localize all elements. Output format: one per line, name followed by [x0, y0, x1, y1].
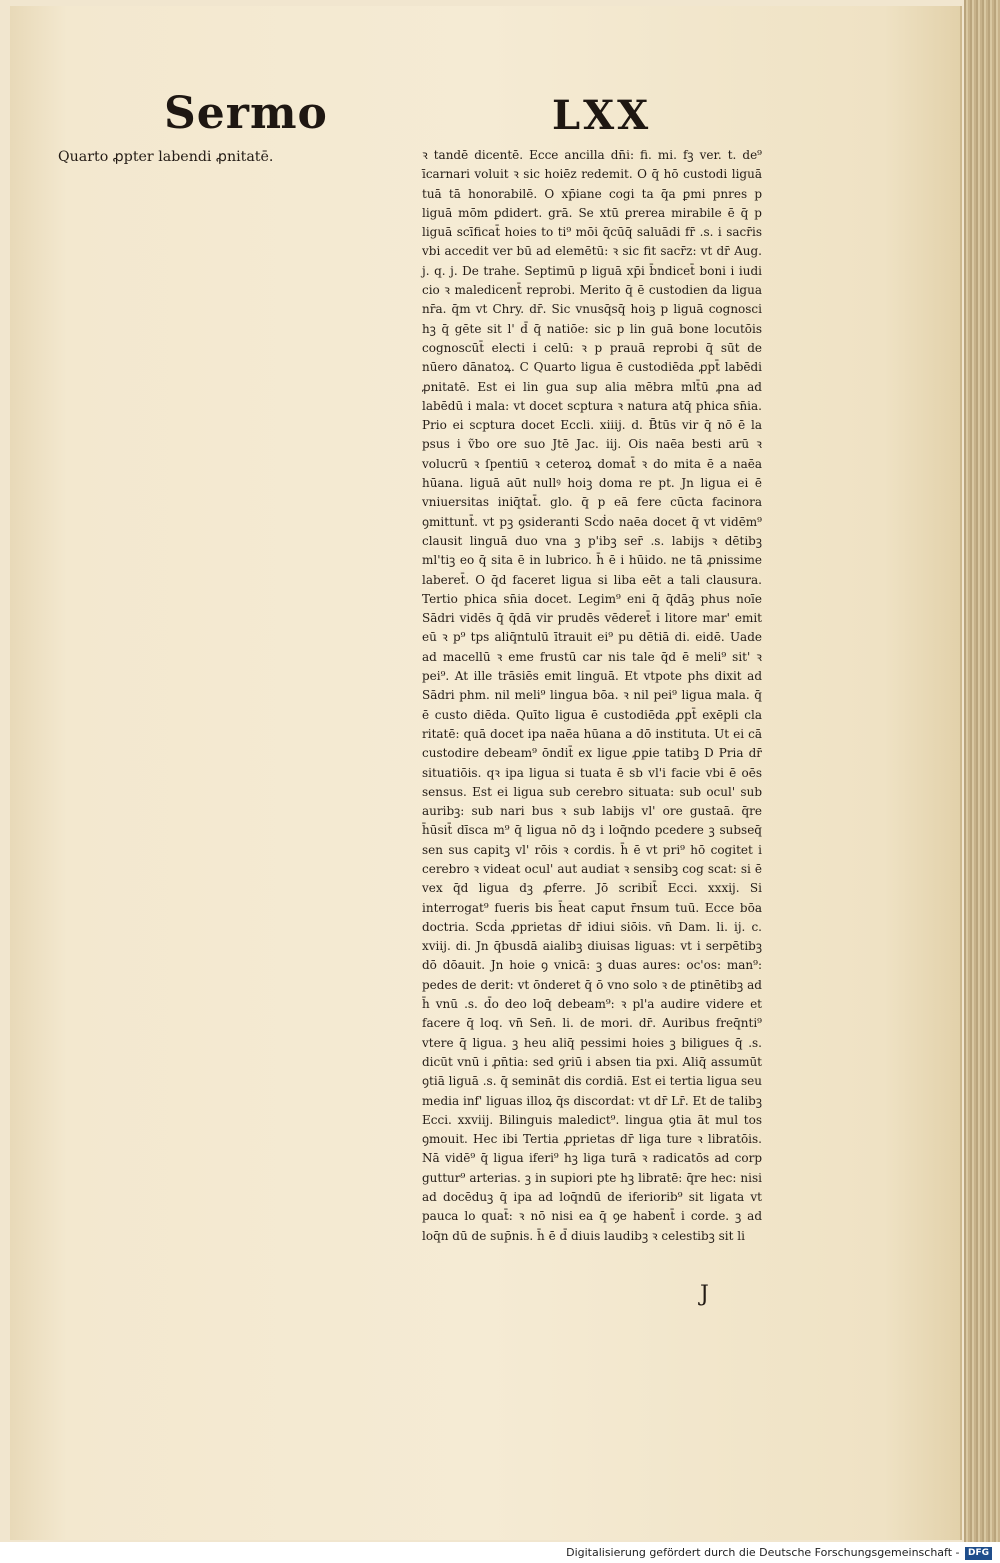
running-title: Sermo — [164, 88, 328, 139]
footer — [566, 1542, 992, 1563]
right-column — [422, 146, 762, 1246]
footer-text: Digitalisierung gefördert durch die Deutsche Forschungsgemeinschaft - — [566, 1546, 960, 1559]
dfg-logo: DFG — [965, 1547, 992, 1560]
folio-number: LXX — [552, 92, 652, 139]
left-text: Quarto ꝓpter labendi ꝓnitatē. — [58, 149, 274, 165]
left-column — [58, 146, 398, 169]
page-edge — [964, 0, 1000, 1542]
right-text: ꝛ tandē dicentē. Ecce ancilla dn̄i: fi. mi. fꝫ ver. t. de⁹ īcarnari voluit ꝛ sic hoiēz redemit. O q̄ hō custodi liguā tuā tā honorabilē. O xp̄iane cogi ta q̄a ꝑmi pnres p liguā mōm ꝑdidert. grā. Se xtū ꝑrerea mirabile ē q̄ p liguā scīficat̄ hoies to ti⁹ mōi q̄cūq̄ saluādi fr̄ .s. i sacr̄is vbi accedit ver bū ad elemētū: ꝛ sic fit sacr̄z: vt dr̄ Aug. j. q. j. De trahe. Septimū p liguā xp̄i b̄ndicet̄ boni i iudi cio ꝛ maledicent̄ reprobi. Merito q̄ ē custodien da ligua nr̄a. q̄m vt Chry. dr̄. Sic vnusq̄sq̄ hoiꝫ p liguā cognosci hꝫ q̄ gēte sit l' d̄ q̄ natiōe: sic p lin guā bone locutōis cognoscūt̄ electi i celū: ꝛ p prauā reprobi q̄ sūt de nūero dānatoꝝ. C Quarto ligua ē custodiēda ꝓpt̄ labēdi ꝓnitatē. Est ei lin gua sup alia mēbra mlt̄ū ꝓna ad labēdū i mala: vt docet scptura ꝛ natura atq̄ phica sn̄ia. Prio ei scptura docet Eccli. xiiij. d. B̄tūs vir q̄ nō ē la psus i ṽbo ore suo Jtē Jac. iij. Ois naēa besti arū ꝛ volucrū ꝛ ſpentiū ꝛ ceteroꝝ domat̄ ꝛ do mita ē a naēa hūana. liguā aūt nullꝰ hoiꝫ doma re pt. Jn ligua ei ē vniuersitas iniq̄tat̄. glo. q̄ p eā fere cūcta facinora ꝯmittunt̄. vt pꝫ ꝯsideranti Scḋo naēa docet q̄ vt vidēm⁹ clausit linguā duo vna ꝫ p'ibꝫ ser̄ .s. labijs ꝛ dētibꝫ ml'tiꝫ eo q̄ sita ē in lubrico. h̄ ē i hūido. ne tā ꝓnissime laberet̄. O q̄d faceret ligua si liba eēt a tali clausura. Tertio phica sn̄ia docet. Legim⁹ eni q̄ q̄dāꝫ phus noīe Sādri vidēs q̄ q̄dā vir prudēs vēderet̄ i litore mar' emit eū ꝛ p⁹ tps aliq̄ntulū ītrauit ei⁹ pu dētiā di. eidē. Uade ad macellū ꝛ eme frustū car nis tale q̄d ē meli⁹ sit' ꝛ pei⁹. At ille trāsiēs emit linguā. Et vtpote phs dixit ad Sādri phm. nil meli⁹ lingua bōa. ꝛ nil pei⁹ ligua mala. q̄ ē custo diēda. Quīto ligua ē custodiēda ꝓpt̄ exēpli cla ritatē: quā docet ipa naēa hūana a dō instituta. Ut ei cā custodire debeam⁹ ōndit̄ ex ligue ꝓpie tatibꝫ D Pria dr̄ situatiōis. qꝛ ipa ligua si tuata ē sb vl'i facie vbi ē oēs sensus. Est ei ligua sub cerebro situata: sub ocul' sub auribꝫ: sub nari bus ꝛ sub labijs vl' ore gustaā. q̄re h̄ūsit̄ dīsca m⁹ q̄ ligua nō dꝫ i loq̄ndo pcedere ꝫ subseq̄ sen sus capitꝫ vl' rōis ꝛ cordis. h̄ ē vt pri⁹ hō cogitet i cerebro ꝛ videat ocul' aut audiat ꝛ sensibꝫ cog scat: si ē vex q̄d ligua dꝫ ꝓferre. Jō scribit̄ Ecci. xxxij. Si interrogat⁹ fueris bis h̄eat caput r̄nsum tuū. Ecce bōa doctria. Scḋa ꝓprietas dr̄ idiui siōis. vn̄ Dam. li. ij. c. xviij. di. Jn q̄busdā aialibꝫ diuisas liguas: vt i serpētibꝫ dō dōauit. Jn hoie ꝯ vnicā: ꝫ duas aures: oc'os: man⁹: pedes de derit: vt ōnderet q̄ ō vno solo ꝛ de ꝑtinētibꝫ ad h̄ vnū .s. d̄o deo loq̄ debeam⁹: ꝛ pl'a audire videre et facere q̄ loq. vn̄ Sen̄. li. de mori. dr̄. Auribus freq̄nti⁹ vtere q̄ ligua. ꝫ heu aliq̄ pessimi hoies ꝫ biligues q̄ .s. dicūt vnū i ꝓn̄tia: sed ꝯriū i absen tia pxi. Aliq̄ assumūt ꝯtiā liguā .s. q̄ semināt dis cordiā. Est ei tertia ligua seu media inf' liguas illoꝝ q̄s discordat: vt dr̄ Lr̄. Et de talibꝫ Ecci. xxviij. Bilinguis maledict⁹. lingua ꝯtia āt mul tos ꝯmouit. Hec ibi Tertia ꝓprietas dr̄ liga ture ꝛ libratōis. Nā vidē⁹ q̄ ligua iferi⁹ hꝫ liga turā ꝛ radicatōs ad corp guttur⁹ arterias. ꝫ in supiori pte hꝫ libratē: q̄re hec: nisi ad docēduꝫ q̄ ipa ad loq̄ndū de iferiorib⁹ sit ligata vt pauca lo quat̄: ꝛ nō nisi ea q̄ ꝯe habent̄ i corde. ꝫ ad loq̄n dū de sup̄nis. h̄ ē d̄ diuis laudibꝫ ꝛ celestibꝫ sit li — [422, 148, 762, 1243]
signature-mark: J — [700, 1282, 709, 1307]
